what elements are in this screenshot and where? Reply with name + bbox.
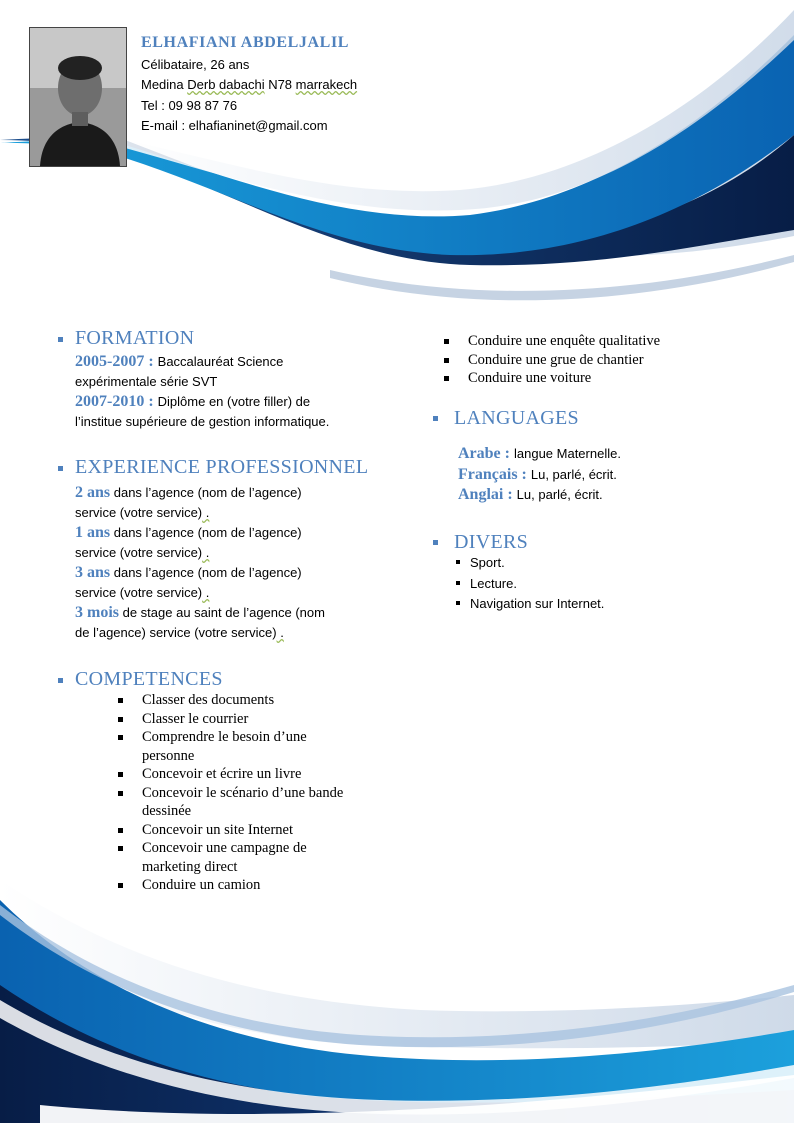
- competences-list-continued: [444, 332, 744, 388]
- formation-entry: [75, 392, 395, 412]
- language-entry: [458, 465, 617, 486]
- competence-text: Conduire une grue de chantier: [468, 351, 644, 368]
- personal-status: Célibataire, 26 ans: [141, 56, 250, 72]
- formation-years: 2007-2010 :: [75, 393, 158, 410]
- competence-item: [118, 876, 358, 895]
- languages-title: LANGUAGES: [454, 407, 579, 429]
- section-bullet: [58, 678, 63, 683]
- competence-text: Concevoir une campagne de: [142, 840, 307, 856]
- profile-photo: [29, 27, 127, 167]
- experience-dot: .: [202, 505, 210, 520]
- address-prefix: Medina: [141, 77, 188, 92]
- competence-text: Conduire une voiture: [468, 370, 592, 386]
- formation-title: FORMATION: [75, 327, 195, 349]
- divers-text: Sport.: [470, 555, 505, 570]
- competences-title: COMPETENCES: [75, 668, 223, 690]
- experience-entry: [75, 603, 395, 623]
- section-bullet: [58, 337, 63, 342]
- experience-dot: .: [202, 585, 210, 600]
- competence-text: Classer le courrier: [142, 710, 249, 727]
- formation-list: [75, 352, 395, 432]
- competence-text: personne: [142, 747, 195, 764]
- competence-item-cont: [118, 802, 358, 821]
- section-bullet: [433, 416, 438, 421]
- competence-text: Concevoir et écrire un livre: [142, 766, 302, 782]
- experience-title: EXPERIENCE PROFESSIONNEL: [75, 456, 369, 478]
- experience-service: service (votre service): [75, 505, 203, 520]
- experience-dot: .: [202, 545, 210, 560]
- competence-item-cont: [118, 858, 358, 877]
- phone: Tel : 09 98 87 76: [141, 97, 238, 113]
- competences-list: [118, 691, 358, 895]
- candidate-name: ELHAFIANI ABDELJALIL: [141, 34, 350, 51]
- formation-text: Baccalauréat Science: [157, 354, 284, 369]
- address: [141, 75, 357, 96]
- bullet: [456, 601, 460, 605]
- competence-text: Concevoir le scénario d’une bande: [142, 784, 344, 801]
- bullet: [444, 358, 449, 363]
- language-entry: [458, 485, 603, 506]
- experience-text: dans l’agence (nom de l’agence): [110, 485, 302, 500]
- competence-text: marketing direct: [142, 858, 238, 875]
- formation-entry: [75, 352, 395, 372]
- competence-item: [444, 351, 744, 370]
- bullet: [456, 581, 460, 585]
- experience-entry-line2: [75, 543, 395, 563]
- experience-service: service (votre service): [75, 545, 203, 560]
- formation-text: expérimentale série SVT: [75, 374, 218, 389]
- bullet: [118, 791, 123, 796]
- section-bullet: [58, 466, 63, 471]
- divers-text: Navigation sur Internet.: [470, 596, 605, 611]
- divers-title: DIVERS: [454, 531, 529, 553]
- bullet: [456, 560, 460, 564]
- contact-header: [141, 33, 357, 137]
- address-number: N78: [264, 77, 296, 92]
- competence-item: [118, 728, 358, 747]
- competence-text: Classer des documents: [142, 692, 275, 708]
- competence-text: Comprendre le besoin d’une: [142, 729, 307, 745]
- competence-item: [118, 784, 358, 803]
- experience-entry: [75, 563, 395, 583]
- bullet: [444, 339, 449, 344]
- language-name: Anglai :: [458, 486, 517, 503]
- experience-entry-line2: [75, 503, 395, 523]
- experience-service: service (votre service): [75, 585, 203, 600]
- email: E-mail : elhafianinet@gmail.com: [141, 118, 328, 133]
- experience-list: [75, 483, 395, 643]
- competence-text: Conduire un camion: [142, 877, 261, 893]
- competence-item: [118, 765, 358, 784]
- experience-text: dans l’agence (nom de l’agence): [110, 565, 302, 580]
- competence-item: [444, 369, 744, 388]
- experience-entry-line2: [75, 583, 395, 603]
- bullet: [118, 698, 123, 703]
- experience-text: de stage au saint de l’agence (nom: [119, 605, 325, 620]
- bullet: [444, 376, 449, 381]
- formation-years: 2005-2007 :: [75, 353, 158, 370]
- language-entry: [458, 444, 621, 465]
- experience-entry: [75, 483, 395, 503]
- experience-dot: .: [276, 625, 284, 640]
- experience-duration: 3 mois: [75, 604, 119, 621]
- experience-duration: 3 ans: [75, 564, 111, 581]
- bullet: [118, 846, 123, 851]
- formation-text: Diplôme en (votre filler) de: [157, 394, 311, 409]
- language-level: langue Maternelle.: [513, 446, 621, 461]
- divers-item: [456, 594, 604, 615]
- divers-text: Lecture.: [470, 575, 517, 591]
- formation-text: l’institue supérieure de gestion informatique.: [75, 414, 330, 429]
- section-bullet: [433, 540, 438, 545]
- address-city: marrakech: [295, 77, 358, 92]
- language-name: Arabe :: [458, 445, 514, 462]
- competence-item: [118, 821, 358, 840]
- competence-item: [118, 691, 358, 710]
- competence-text: Concevoir un site Internet: [142, 821, 293, 838]
- competence-text: Conduire une enquête qualitative: [468, 333, 661, 349]
- bullet: [118, 772, 123, 777]
- bullet: [118, 717, 123, 722]
- language-name: Français :: [458, 466, 531, 483]
- experience-duration: 1 ans: [75, 524, 111, 541]
- address-street: Derb dabachi: [187, 77, 265, 92]
- competence-item-cont: [118, 747, 358, 766]
- bullet: [118, 828, 123, 833]
- experience-duration: 2 ans: [75, 484, 111, 501]
- experience-entry-line2: [75, 623, 395, 643]
- bullet: [118, 735, 123, 740]
- competence-text: dessinée: [142, 803, 192, 819]
- bullet: [118, 883, 123, 888]
- portrait-icon: [30, 28, 126, 166]
- experience-text: dans l’agence (nom de l’agence): [110, 525, 302, 540]
- experience-entry: [75, 523, 395, 543]
- divers-item: [456, 574, 604, 595]
- competence-item: [444, 332, 744, 351]
- language-level: Lu, parlé, écrit.: [516, 487, 603, 502]
- experience-service: de l’agence) service (votre service): [75, 625, 277, 640]
- competence-item: [118, 710, 358, 729]
- competence-item: [118, 839, 358, 858]
- language-level: Lu, parlé, écrit.: [530, 467, 617, 482]
- divers-item: [456, 553, 604, 574]
- divers-list: [456, 553, 604, 615]
